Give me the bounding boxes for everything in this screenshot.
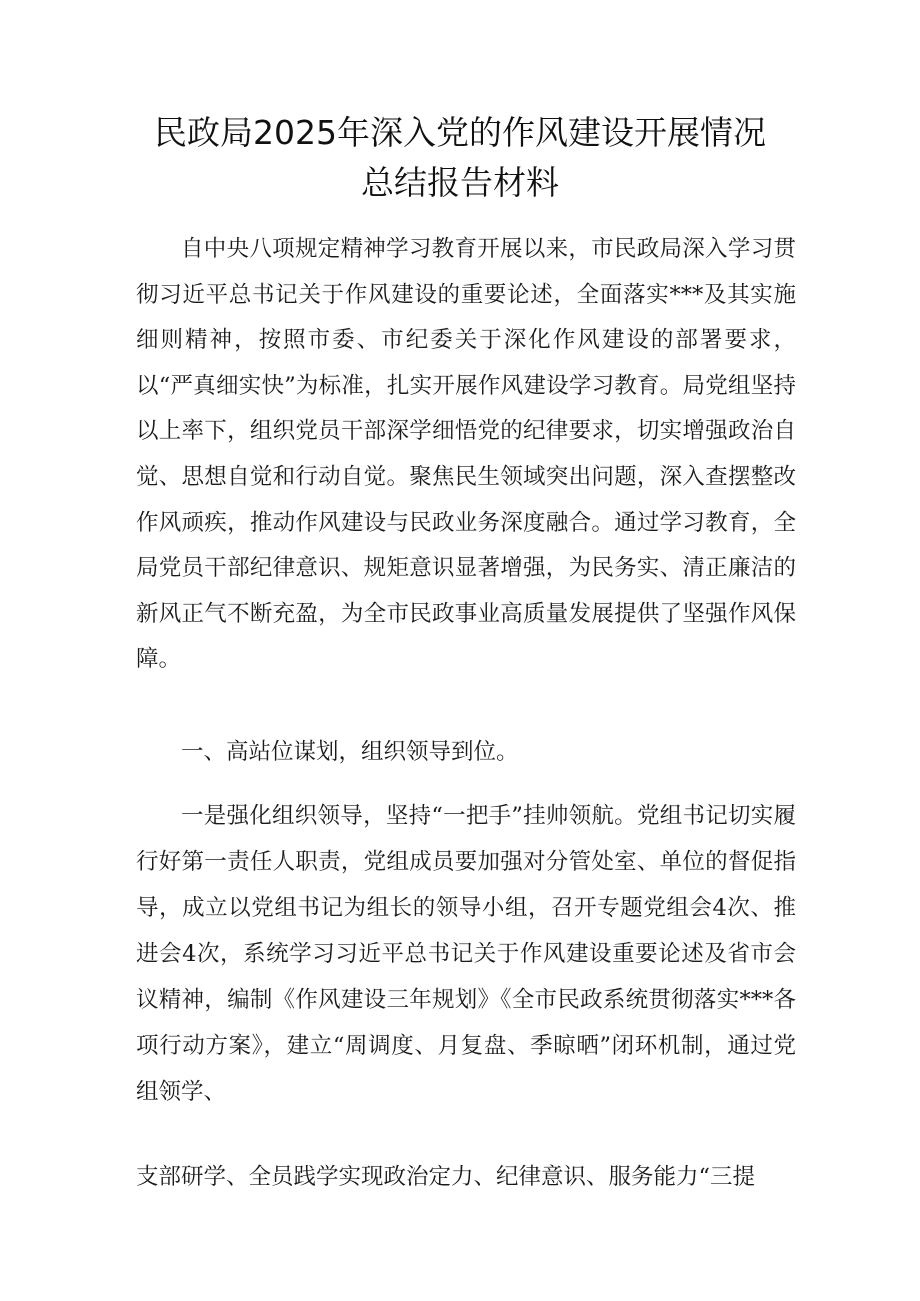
paragraph-continuation: 支部研学、全员践学实现政治定力、纪律意识、服务能力“三提 bbox=[136, 1164, 756, 1190]
paragraph-organization-leadership: 一是强化组织领导，坚持“一把手”挂帅领航。党组书记切实履行好第一责任人职责，党组成员要加强对分管处室、单位的督促指导，成立以党组书记为组长的领导小组，召开专题党组会4次、推进会4次，系统学习习近平总书记关于作风建设重要论述及省市会议精神，编制《作风建设三年规划》《全市民政系统贯彻落实***各项行动方案》，建立“周调度、月复盘、季晾晒”闭环机制，通过党组领学、 bbox=[136, 803, 796, 1105]
document-title-line-1: 民政局2025年深入党的作风建设开展情况 bbox=[154, 113, 766, 152]
document-title-line-2: 总结报告材料 bbox=[361, 163, 559, 202]
paragraph-intro: 自中央八项规定精神学习教育开展以来，市民政局深入学习贯彻习近平总书记关于作风建设的重要论述，全面落实***及其实施细则精神，按照市委、市纪委关于深化作风建设的部署要求，以“严真细实快”为标准，扎实开展作风建设学习教育。局党组坚持以上率下，组织党员干部深学细悟党的纪律要求，切实增强政治自觉、思想自觉和行动自觉。聚焦民生领域突出问题，深入查摆整改作风顽疾，推动作风建设与民政业务深度融合。通过学习教育，全局党员干部纪律意识、规矩意识显著增强，为民务实、清正廉洁的新风正气不断充盈，为全市民政事业高质量发展提供了坚强作风保障。 bbox=[136, 236, 796, 673]
section-heading-1: 一、高站位谋划，组织领导到位。 bbox=[181, 739, 519, 765]
